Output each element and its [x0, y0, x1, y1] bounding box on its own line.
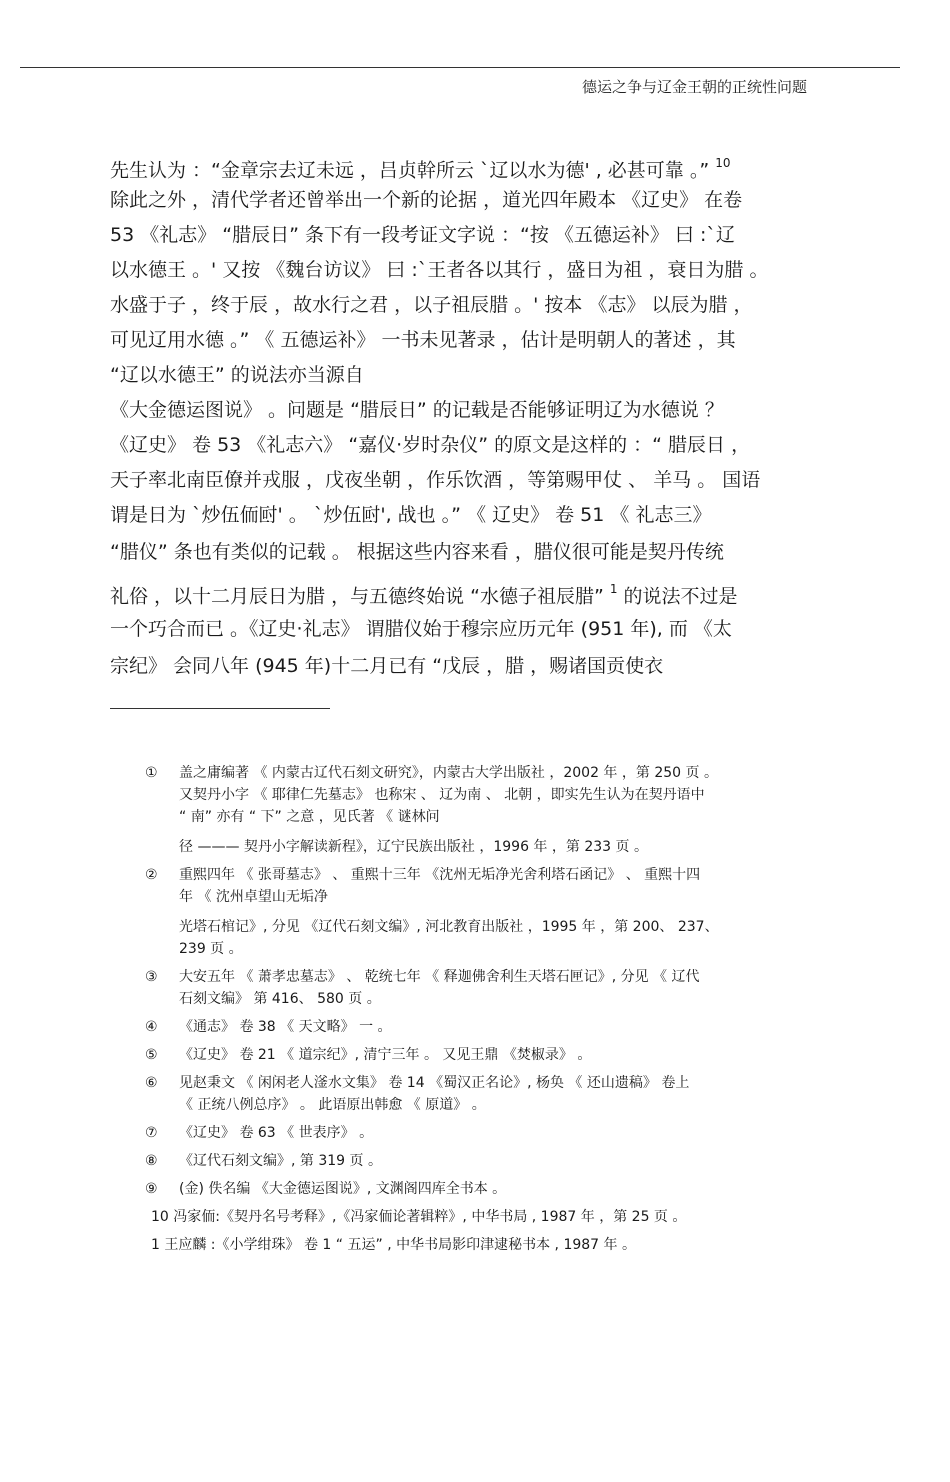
- body-line-2: 除此之外 ，清代学者还曾举出一个新的论据 ，道光四年殿本 《辽史》 在卷: [110, 189, 743, 211]
- body-line-5: 水盛于子 ，终于辰 ，故水行之君 ，以子祖辰腊 。' 按本 《志》 以辰为腊 ，: [110, 294, 753, 316]
- footnote-line: (金) 佚名编 《大金德运图说》, 文渊阁四库全书本 。: [179, 1181, 507, 1197]
- footnote-ref-1: 1: [715, 156, 723, 170]
- footnote-line: 又契丹小字 《 耶律仁先墓志》 也称宋 、 辽为南 、 北朝 ，即实先生认为在契丹语中: [179, 787, 705, 803]
- footnote-number: ⑨: [145, 1181, 158, 1197]
- footnote-line: 《通志》 卷 38 《 天文略》 一 。: [179, 1019, 392, 1035]
- running-header: 德运之争与辽金王朝的正统性问题: [581, 78, 807, 96]
- body-line-4: 以水德王 。' 又按 《魏台访议》 曰 :`王者各以其行 ，盛日为祖 ，衰日为腊 。: [110, 259, 769, 281]
- body-text: [110, 148, 835, 685]
- footnote-line: 石刻文编》 第 416、 580 页 。: [179, 991, 381, 1007]
- body-line-1-text: 先生认为 ：“金章宗去辽未远 ，吕贞幹所云 `辽以水为德' , 必甚可靠 。”: [110, 159, 710, 182]
- footnotes: [145, 762, 835, 1262]
- body-line-9: 《辽史》 卷 53 《礼志六》 “嘉仪·岁时杂仪” 的原文是这样的 ：“ 腊辰日 ，: [110, 434, 751, 456]
- footnote-number: ①: [145, 765, 158, 781]
- body-line-1: [110, 148, 835, 183]
- footnote-ref: [715, 156, 730, 170]
- body-line-13-text: 礼俗 ，以十二月辰日为腊 ，与五德终始说 “水德子祖辰腊”: [110, 585, 604, 608]
- body-line-14: 一个巧合而已 。《辽史·礼志》 谓腊仪始于穆宗应历元年 (951 年), 而 《太: [110, 618, 732, 640]
- footnote-number: ⑧: [145, 1153, 158, 1169]
- footnote-6: [145, 1072, 835, 1116]
- footnote-5: [145, 1044, 835, 1066]
- footnote-8: [145, 1150, 835, 1172]
- footnote-4: [145, 1016, 835, 1038]
- footnote-line: 重熙四年 《 张哥墓志》 、 重熙十三年 《沈州无垢净光舍利塔石函记》 、 重熙十四: [179, 867, 701, 883]
- body-line-13-tail: 的说法不过是: [617, 585, 738, 608]
- footnote-line: 径 ——— 契丹小字解读新程》，辽宁民族出版社 ，1996 年 ，第 233 页 。: [179, 839, 648, 855]
- footnote-1: [145, 762, 835, 858]
- body-line-10: 天子率北南臣僚并戎服 ，戊夜坐朝 ，作乐饮酒 ，等第赐甲仗 、 羊马 。 国语: [110, 469, 761, 491]
- footnote-line: 《辽史》 卷 21 《 道宗纪》, 清宁三年 。 又见王鼎 《焚椒录》 。: [179, 1047, 592, 1063]
- footnote-line: 《 正统八例总序》 。 此语原出韩愈 《 原道》 。: [179, 1097, 486, 1113]
- footnote-7: [145, 1122, 835, 1144]
- footnote-9: [145, 1178, 835, 1200]
- footnote-3: [145, 966, 835, 1010]
- footnote-ref-2: 1: [609, 582, 618, 596]
- footnote-number: ⑤: [145, 1047, 158, 1063]
- footnote-line: 《辽代石刻文编》, 第 319 页 。: [179, 1153, 382, 1169]
- footnote-ref-1b: 0: [722, 156, 731, 170]
- footnote-number: ⑥: [145, 1075, 158, 1091]
- footnote-line: 1 王应麟 :《小学绀珠》 卷 1 “ 五运” , 中华书局影印津逮秘书本 , 1987 年 。: [151, 1237, 636, 1253]
- footnote-line: 10 冯家侕:《契丹名号考释》,《冯家侕论著辑粹》, 中华书局 , 1987 年 ，第 25 页 。: [151, 1209, 687, 1225]
- body-line-8: 《大金德运图说》 。问题是 “腊辰日” 的记载是否能够证明辽为水德说 ？: [110, 399, 724, 421]
- body-line-6: 可见辽用水德 。” 《 五德运补》 一书未见著录 ，估计是明朝人的著述 ，其: [110, 329, 736, 351]
- footnote-11: [151, 1234, 835, 1256]
- body-line-15: 宗纪》 会同八年 (945 年)十二月已有 “戊辰 ，腊 ，赐诸国贡使衣: [110, 655, 664, 677]
- footnote-number: ④: [145, 1019, 158, 1035]
- footnote-line: 239 页 。: [179, 941, 243, 957]
- body-line-12: “腊仪” 条也有类似的记载 。 根据这些内容来看 ，腊仪很可能是契丹传统: [110, 541, 724, 563]
- footnote-2: [145, 864, 835, 960]
- footnote-line: 光塔石棺记》, 分见 《辽代石刻文编》, 河北教育出版社 ，1995 年 ，第 200、 237、: [179, 919, 719, 935]
- footnote-line: 大安五年 《 萧孝忠墓志》 、 乾统七年 《 释迦佛舍利生天塔石匣记》, 分见 《 辽代: [179, 969, 700, 985]
- footnote-line: 见赵秉文 《 闲闲老人滏水文集》 卷 14 《蜀汉正名论》, 杨奂 《 还山遗稿》 卷上: [179, 1075, 690, 1091]
- footnote-line: “ 南” 亦有 “ 下” 之意 ，见氏著 《 谜林问: [179, 809, 440, 825]
- header-rule: [20, 67, 900, 68]
- body-line-3: 53 《礼志》 “腊辰日” 条下有一段考证文字说 ：“按 《五德运补》 曰 :`辽: [110, 224, 735, 246]
- body-line-11: 谓是日为 `炒伍侕尀' 。 `炒伍尀', 战也 。” 《 辽史》 卷 51 《 礼志三》: [110, 504, 712, 526]
- footnote-number: ③: [145, 969, 158, 985]
- footnote-number: ②: [145, 867, 158, 883]
- footnote-line: 《辽史》 卷 63 《 世表序》 。: [179, 1125, 374, 1141]
- footnote-line: 年 《 沈州卓望山无垢净: [179, 889, 328, 905]
- footnote-number: ⑦: [145, 1125, 158, 1141]
- footnote-10: [151, 1206, 835, 1228]
- footnote-line: 盖之庸编著 《 内蒙古辽代石刻文研究》，内蒙古大学出版社 ，2002 年 ，第 250 页 。: [179, 765, 718, 781]
- footnote-separator: [110, 708, 330, 709]
- body-line-7: “辽以水德王” 的说法亦当源自: [110, 364, 364, 386]
- body-line-13: [110, 572, 835, 611]
